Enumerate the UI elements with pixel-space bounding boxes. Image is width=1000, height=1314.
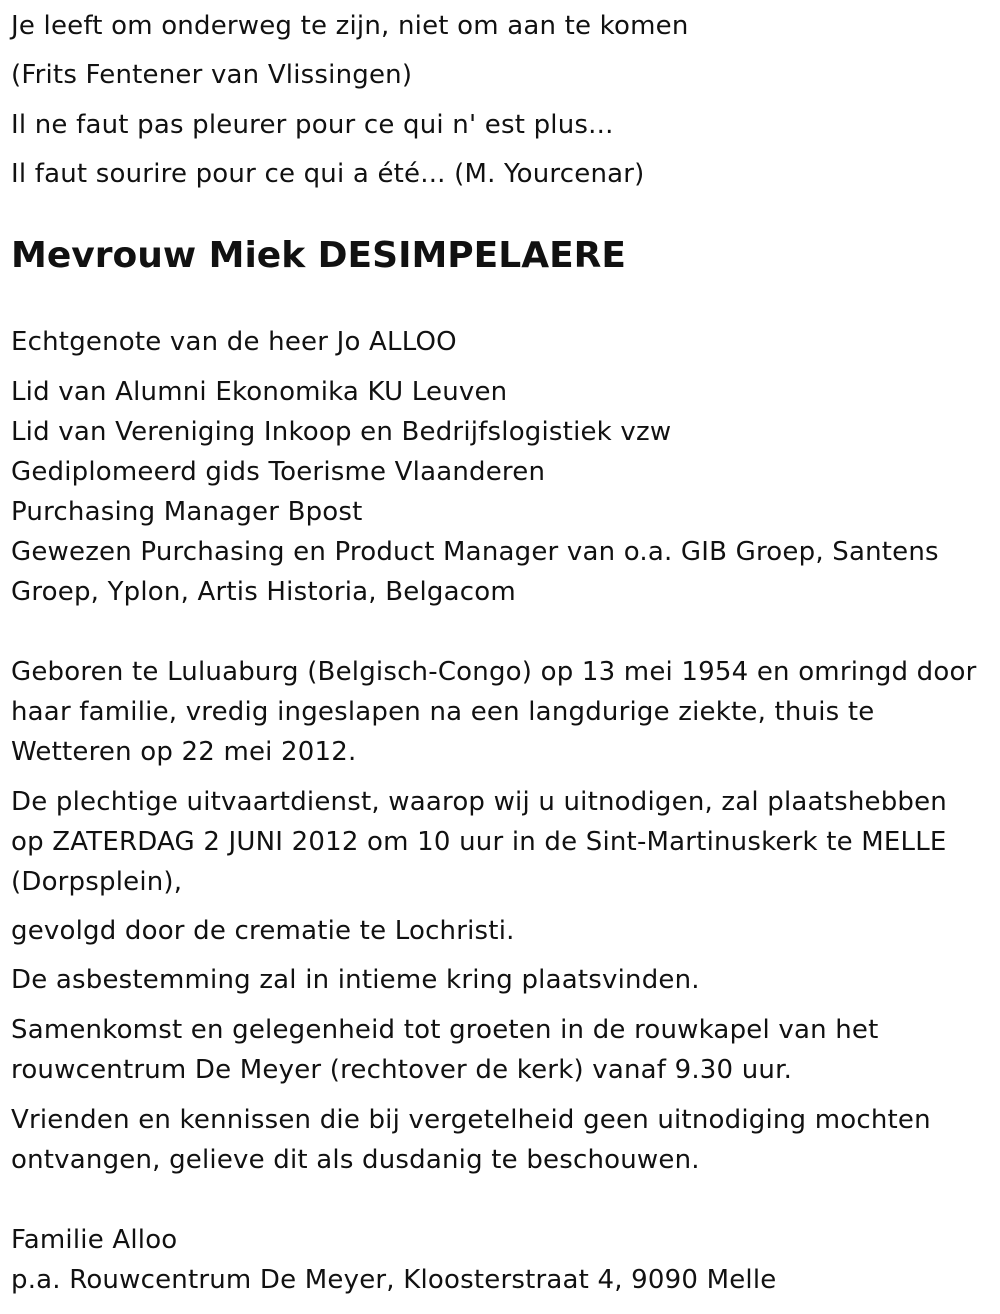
role-line: Lid van Vereniging Inkoop en Bedrijfslogistiek vzw — [11, 417, 672, 447]
ashes-line: De asbestemming zal in intieme kring plaatsvinden. — [11, 965, 700, 995]
visitation-paragraph: Samenkomst en gelegenheid tot groeten in de rouwkapel van het rouwcentrum De Meyer (rechtover de kerk) vanaf 9.30 uur. — [11, 1015, 879, 1085]
deceased-name: Mevrouw Miek DESIMPELAERE — [11, 235, 626, 276]
role-line: Gediplomeerd gids Toerisme Vlaanderen — [11, 457, 546, 487]
birth-death-paragraph: Geboren te Luluaburg (Belgisch-Congo) op 13 mei 1954 en omringd door haar familie, vredig ingeslapen na een langdurige ziekte, thuis te Wetteren op 22 mei 2012. — [11, 657, 977, 767]
funeral-service-paragraph: De plechtige uitvaartdienst, waarop wij u uitnodigen, zal plaatshebben op ZATERDAG 2 JUNI 2012 om 10 uur in de Sint-Martinuskerk te MELLE (Dorpsplein), — [11, 787, 947, 897]
role-line: Gewezen Purchasing en Product Manager van o.a. GIB Groep, Santens Groep, Yplon, Artis Historia, Belgacom — [11, 537, 939, 607]
spouse-line: Echtgenote van de heer Jo ALLOO — [11, 327, 457, 357]
quote-line-3: Il faut sourire pour ce qui a été... (M. Yourcenar) — [11, 159, 645, 189]
cremation-line: gevolgd door de crematie te Lochristi. — [11, 916, 515, 946]
family-signature: Familie Alloo — [11, 1225, 178, 1255]
role-line: Purchasing Manager Bpost — [11, 497, 363, 527]
quote-attribution: (Frits Fentener van Vlissingen) — [11, 60, 413, 90]
role-line: Lid van Alumni Ekonomika KU Leuven — [11, 377, 508, 407]
invitation-note-paragraph: Vrienden en kennissen die bij vergetelheid geen uitnodiging mochten ontvangen, gelieve dit als dusdanig te beschouwen. — [11, 1105, 931, 1175]
quote-line-1: Je leeft om onderweg te zijn, niet om aan te komen — [11, 11, 689, 41]
contact-address: p.a. Rouwcentrum De Meyer, Kloosterstraat 4, 9090 Melle — [11, 1265, 777, 1295]
quote-line-2: Il ne faut pas pleurer pour ce qui n' est plus... — [11, 110, 614, 140]
